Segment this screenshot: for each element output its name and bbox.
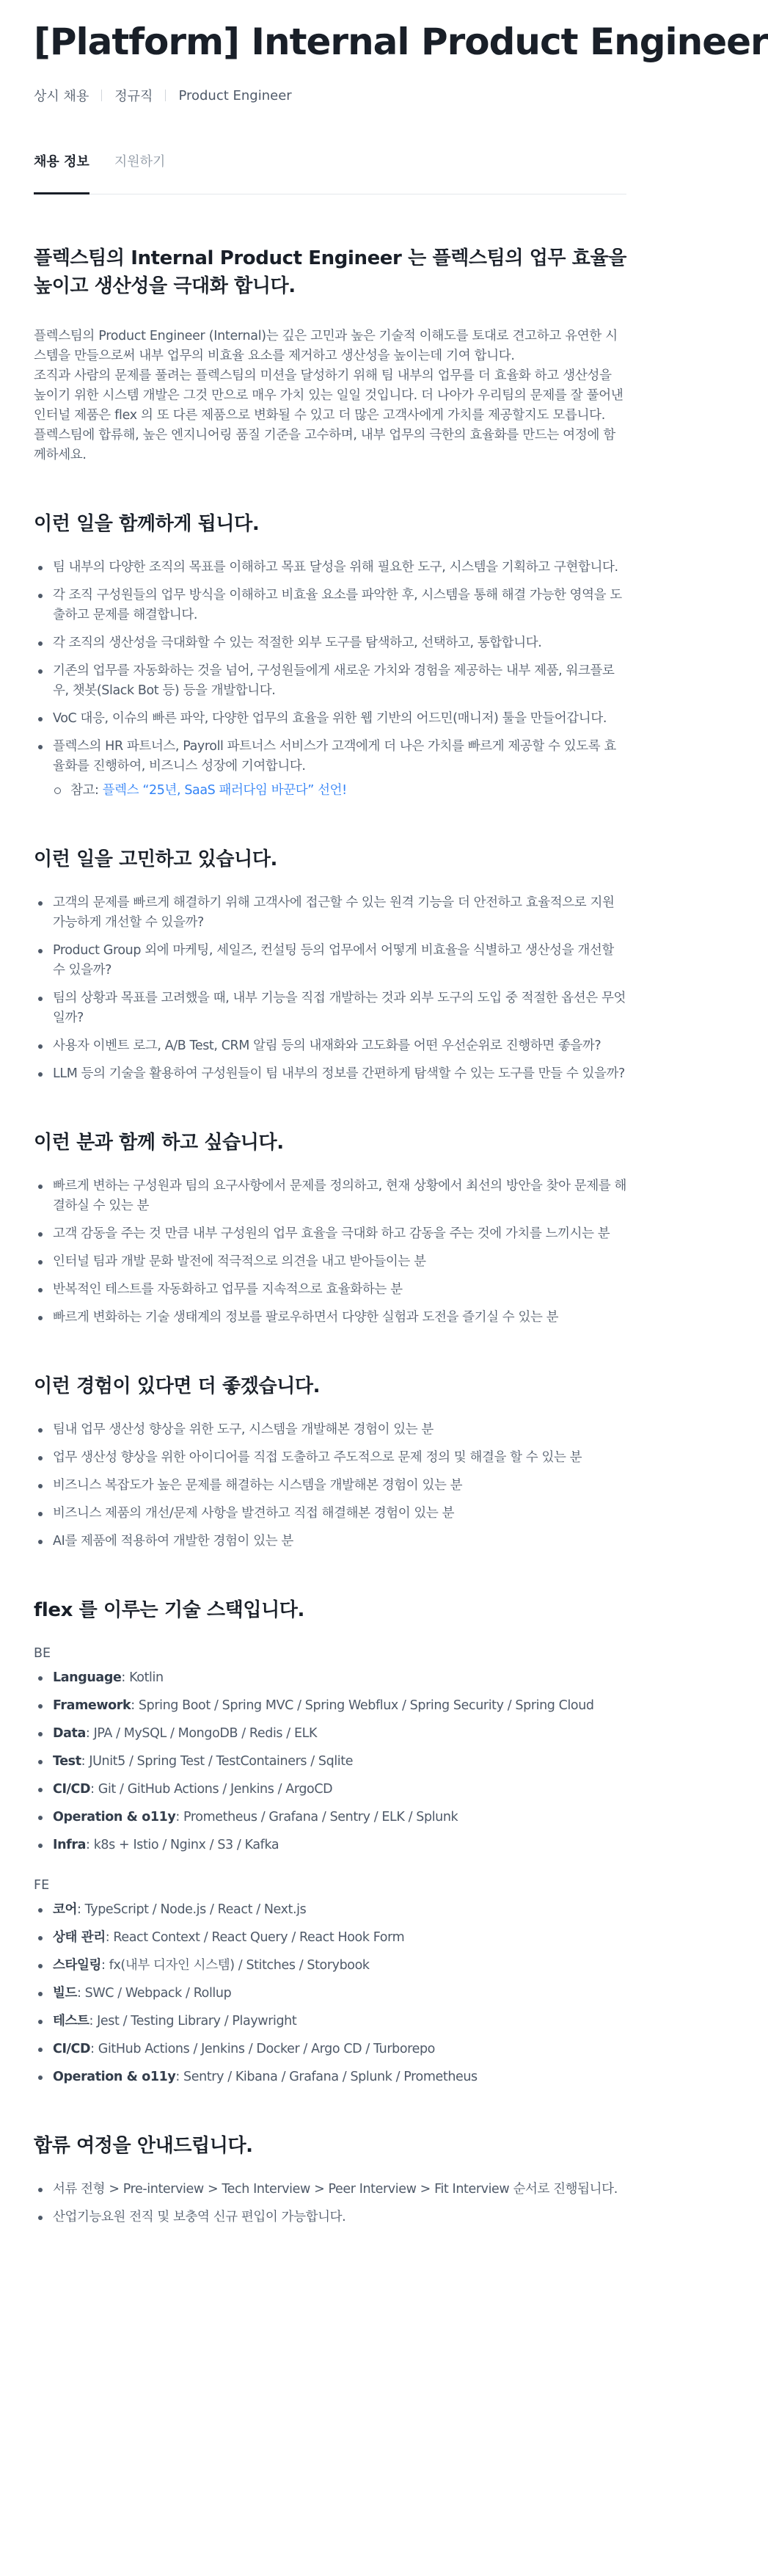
list-item: 각 조직 구성원들의 업무 방식을 이해하고 비효율 요소를 파악한 후, 시스템을 통해 해결 가능한 영역을 도출하고 문제를 해결합니다. [34,586,626,625]
stack-group-label-fe: FE [34,1878,50,1893]
stack-value: : JPA / MySQL / MongoDB / Redis / ELK [85,1726,318,1741]
process-list [34,2180,626,2227]
stack-key: Data [53,1726,86,1741]
stack-key: 빌드 [53,1986,78,2001]
meta-divider [165,90,166,101]
list-item: 빠르게 변화하는 기술 생태계의 정보를 팔로우하면서 다양한 실험과 도전을 즐기실 수 있는 분 [34,1308,626,1328]
list-item: 빠르게 변하는 구성원과 팀의 요구사항에서 문제를 정의하고, 현재 상황에서 최선의 방안을 찾아 문제를 해결하실 수 있는 분 [34,1176,626,1216]
responsibilities-list [34,558,626,801]
stack-value: : GitHub Actions / Jenkins / Docker / Argo CD / Turborepo [90,2042,435,2056]
stack-item [34,2040,626,2059]
job-description [34,194,626,2227]
list-item: 비즈니스 복잡도가 높은 문제를 해결하는 시스템을 개발해본 경험이 있는 분 [34,1476,626,1496]
tab-bar [34,150,626,194]
list-item: 각 조직의 생산성을 극대화할 수 있는 적절한 외부 도구를 탐색하고, 선택하고, 통합합니다. [34,633,626,653]
stack-value: : React Context / React Query / React Hook Form [105,1930,405,1945]
list-item: 팀의 상황과 목표를 고려했을 때, 내부 기능을 직접 개발하는 것과 외부 도구의 도입 중 적절한 옵션은 무엇일까? [34,989,626,1028]
stack-key: Test [53,1754,81,1769]
list-item: 서류 전형 > Pre-interview > Tech Interview > Peer Interview > Fit Interview 순서로 진행됩니다. [34,2180,626,2200]
section-title: 이런 일을 고민하고 있습니다. [34,848,278,870]
stack-key: 코어 [53,1902,78,1917]
list-item: 비즈니스 제품의 개선/문제 사항을 발견하고 직접 해결해본 경험이 있는 분 [34,1504,626,1524]
section-title: 이런 경험이 있다면 더 좋겠습니다. [34,1375,321,1397]
lead-heading: 플렉스팀의 Internal Product Engineer 는 플렉스팀의 업무 효율을 높이고 생산성을 극대화 합니다. [34,247,626,297]
list-item: 팀내 업무 생산성 향상을 위한 도구, 시스템을 개발해본 경험이 있는 분 [34,1420,626,1440]
list-item: 고객 감동을 주는 것 만큼 내부 구성원의 업무 효율을 극대화 하고 감동을 주는 것에 가치를 느끼시는 분 [34,1224,626,1244]
stack-value: : SWC / Webpack / Rollup [77,1986,232,2001]
stack-item [34,2067,626,2087]
stack-value: : Prometheus / Grafana / Sentry / ELK / Splunk [175,1810,458,1824]
stack-item [34,1724,626,1744]
meta-employment-type: 정규직 [114,89,153,104]
reference-link[interactable]: 플렉스 “25년, SaaS 패러다임 바꾼다” 선언! [102,783,347,798]
challenges-list [34,893,626,1084]
section-preferred [34,1373,626,1551]
list-item: 팀 내부의 다양한 조직의 목표를 이해하고 목표 달성을 위해 필요한 도구, 시스템을 기획하고 구현합니다. [34,558,626,578]
section-challenges [34,846,626,1084]
meta-divider [101,90,102,101]
stack-key: 상태 관리 [53,1930,106,1945]
stack-group-label-be: BE [34,1646,51,1661]
section-title: 이런 일을 함께하게 됩니다. [34,513,260,535]
stack-key: Framework [53,1698,131,1713]
stack-item [34,1780,626,1800]
list-item [34,737,626,801]
list-item: 기존의 업무를 자동화하는 것을 넘어, 구성원들에게 새로운 가치와 경험을 제공하는 내부 제품, 워크플로우, 챗봇(Slack Bot 등) 등을 개발합니다. [34,661,626,701]
meta-hiring-type: 상시 채용 [34,89,89,104]
list-item: VoC 대응, 이슈의 빠른 파악, 다양한 업무의 효율을 위한 웹 기반의 어드민(매니저) 툴을 만들어갑니다. [34,709,626,729]
section-title: 합류 여정을 안내드립니다. [34,2135,253,2157]
stack-key: CI/CD [53,1782,91,1797]
intro-paragraph: 플렉스팀의 Product Engineer (Internal)는 깊은 고민과 높은 기술적 이해도를 토대로 견고하고 유연한 시스템을 만들으로써 내부 업무의 비효율 요소를 제거하고 생산성을 높이는데 기여 합니다. [34,329,618,363]
list-item-text: 플렉스의 HR 파트너스, Payroll 파트너스 서비스가 고객에게 더 나은 가치를 빠르게 제공할 수 있도록 효율화를 진행하여, 비즈니스 성장에 기여합니다. [53,739,616,774]
list-item: 반복적인 테스트를 자동화하고 업무를 지속적으로 효율화하는 분 [34,1280,626,1300]
stack-item [34,1984,626,2004]
tab-job-info[interactable]: 채용 정보 [34,150,89,194]
stack-value: : Sentry / Kibana / Grafana / Splunk / Prometheus [175,2070,478,2084]
list-item: 산업기능요원 전직 및 보충역 신규 편입이 가능합니다. [34,2208,626,2227]
stack-item [34,1808,626,1827]
section-hiring-process [34,2133,626,2227]
list-item: 인터널 팀과 개발 문화 발전에 적극적으로 의견을 내고 받아들이는 분 [34,1252,626,1272]
sub-list [53,781,626,801]
stack-key: 스타일링 [53,1958,102,1973]
list-item: 사용자 이벤트 로그, A/B Test, CRM 알림 등의 내재화와 고도화를 어떤 우선순위로 진행하면 좋을까? [34,1036,626,1056]
requirements-list [34,1176,626,1328]
intro-text [34,327,626,465]
stack-key: CI/CD [53,2042,91,2056]
preferred-list [34,1420,626,1551]
section-title: flex 를 이루는 기술 스택입니다. [34,1599,304,1621]
stack-item [34,1956,626,1976]
section-tech-stack [34,1597,626,2087]
list-item: 고객의 문제를 빠르게 해결하기 위해 고객사에 접근할 수 있는 원격 기능을 더 안전하고 효율적으로 지원 가능하게 개선할 수 있을까? [34,893,626,933]
list-item: Product Group 외에 마케팅, 세일즈, 컨설팅 등의 업무에서 어떻게 비효율을 식별하고 생산성을 개선할 수 있을까? [34,941,626,980]
stack-item [34,1900,626,1920]
stack-item [34,2012,626,2031]
sub-list-item [53,781,626,801]
stack-item [34,1752,626,1772]
stack-value: : Spring Boot / Spring MVC / Spring Webflux / Spring Security / Spring Cloud [131,1698,594,1713]
stack-item [34,1835,626,1855]
section-responsibilities [34,511,626,801]
intro-paragraph: 조직과 사람의 문제를 풀려는 플렉스팀의 미션을 달성하기 위해 팀 내부의 업무를 더 효율화 하고 생산성을 높이기 위한 시스템 개발은 그것 만으로 매우 가치 있는 일일 것입니다. 더 나아가 우리팀의 문제를 잘 풀어낸 인터널 제품은 flex 의 또 다른 제품으로 변화될 수 있고 더 많은 고객사에게 가치를 제공할지도 모릅니다. [34,368,623,423]
stack-value: : k8s + Istio / Nginx / S3 / Kafka [86,1838,279,1852]
stack-key: Language [53,1670,122,1685]
stack-key: Infra [53,1838,87,1852]
stack-value: : Git / GitHub Actions / Jenkins / ArgoCD [90,1782,333,1797]
list-item: 업무 생산성 향상을 위한 아이디어를 직접 도출하고 주도적으로 문제 정의 및 해결을 할 수 있는 분 [34,1448,626,1468]
section-requirements [34,1129,626,1328]
tab-apply[interactable]: 지원하기 [114,154,166,170]
stack-item [34,1668,626,1688]
stack-value: : Kotlin [121,1670,164,1685]
job-meta [34,87,626,104]
stack-key: Operation & o11y [53,2070,176,2084]
list-item: LLM 등의 기술을 활용하여 구성원들이 팀 내부의 정보를 간편하게 탐색할 수 있는 도구를 만들 수 있을까? [34,1064,626,1084]
stack-value: : TypeScript / Node.js / React / Next.js [77,1902,307,1917]
stack-value: : fx(내부 디자인 시스템) / Stitches / Storybook [101,1958,370,1973]
stack-value: : JUnit5 / Spring Test / TestContainers / Sqlite [81,1754,354,1769]
stack-key: Operation & o11y [53,1810,176,1824]
list-item: AI를 제품에 적용하여 개발한 경험이 있는 분 [34,1532,626,1551]
be-stack-list [34,1668,626,1855]
stack-item [34,1696,626,1716]
page-title: [Platform] Internal Product Engineer [34,21,768,63]
section-title: 이런 분과 함께 하고 싶습니다. [34,1132,284,1154]
intro-paragraph: 플렉스팀에 합류해, 높은 엔지니어링 품질 기준을 고수하며, 내부 업무의 극한의 효율화를 만드는 여정에 함께하세요. [34,428,615,462]
stack-item [34,1928,626,1948]
fe-stack-list [34,1900,626,2087]
meta-job-category: Product Engineer [178,87,292,103]
stack-key: 테스트 [53,2014,89,2029]
stack-value: : Jest / Testing Library / Playwright [89,2014,297,2029]
reference-prefix: 참고: [70,783,103,798]
